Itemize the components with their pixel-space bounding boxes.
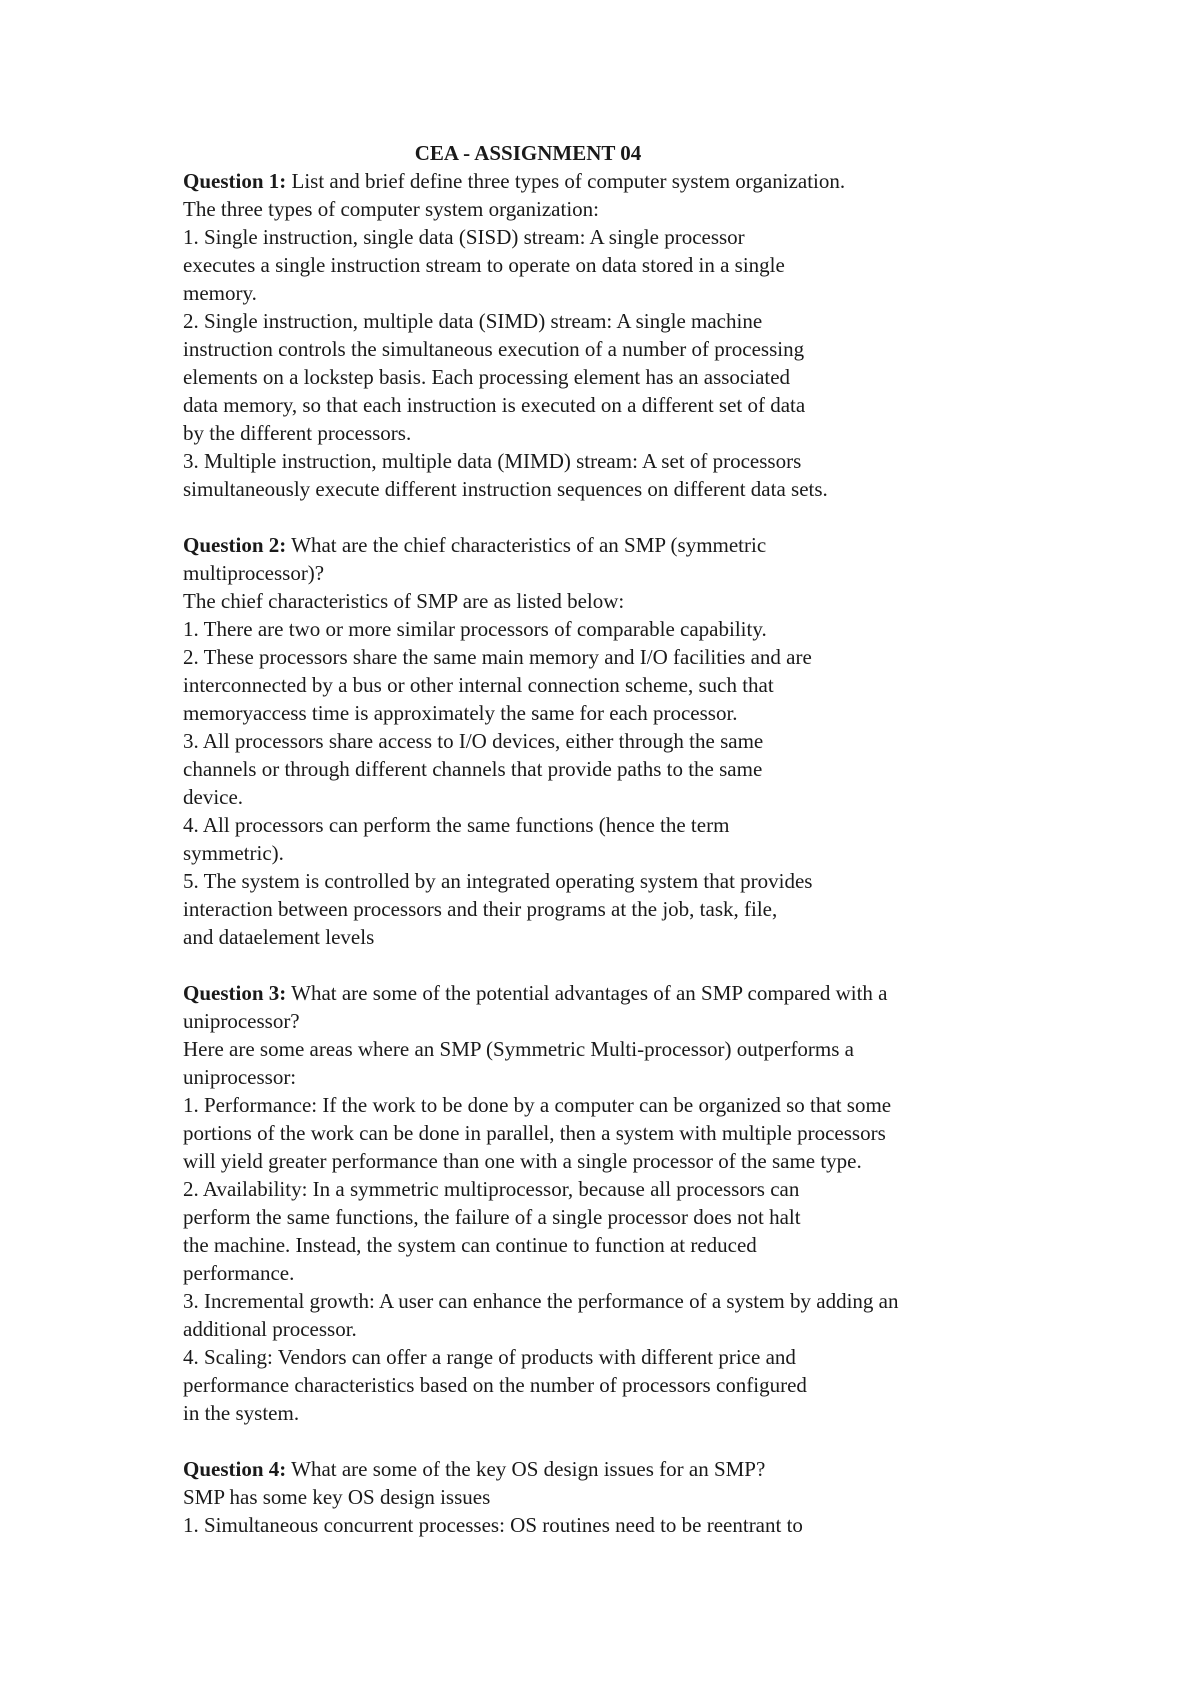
answer-line: 1. Performance: If the work to be done by a computer can be organized so that some	[183, 1093, 892, 1117]
answer-line: instruction controls the simultaneous execution of a number of processing	[183, 337, 805, 361]
question-4-text: What are some of the key OS design issues for an SMP?	[286, 1457, 766, 1481]
answer-line: 2. Availability: In a symmetric multiprocessor, because all processors can	[183, 1177, 800, 1201]
answer-line: data memory, so that each instruction is executed on a different set of data	[183, 393, 806, 417]
answer-line: multiprocessor)?	[183, 561, 325, 585]
answer-line: additional processor.	[183, 1317, 357, 1341]
answer-line: the machine. Instead, the system can continue to function at reduced	[183, 1233, 757, 1257]
answer-line: uniprocessor:	[183, 1065, 297, 1089]
answer-line: elements on a lockstep basis. Each processing element has an associated	[183, 365, 791, 389]
question-3-label: Question 3:	[183, 981, 287, 1005]
answer-line: simultaneously execute different instruction sequences on different data sets.	[183, 477, 828, 501]
answer-line: symmetric).	[183, 841, 284, 865]
answer-line: performance.	[183, 1261, 295, 1285]
question-4-section	[183, 1455, 1063, 1539]
answer-line: performance characteristics based on the number of processors configured	[183, 1373, 807, 1397]
question-4-heading	[183, 1455, 1063, 1483]
answer-line: 3. Multiple instruction, multiple data (MIMD) stream: A set of processors	[183, 449, 802, 473]
answer-line: perform the same functions, the failure of a single processor does not halt	[183, 1205, 801, 1229]
answer-line: device.	[183, 785, 244, 809]
answer-line: The three types of computer system organization:	[183, 197, 599, 221]
question-3-section	[183, 979, 1063, 1427]
question-1-label: Question 1:	[183, 169, 287, 193]
answer-line: 4. Scaling: Vendors can offer a range of products with different price and	[183, 1345, 796, 1369]
answer-line: uniprocessor?	[183, 1009, 300, 1033]
paragraph-gap	[183, 1427, 1063, 1455]
answer-line: 2. These processors share the same main memory and I/O facilities and are	[183, 645, 812, 669]
answer-line: channels or through different channels that provide paths to the same	[183, 757, 763, 781]
answer-line: The chief characteristics of SMP are as listed below:	[183, 589, 625, 613]
question-1-text: List and brief define three types of computer system organization.	[286, 169, 846, 193]
answer-line: 3. All processors share access to I/O devices, either through the same	[183, 729, 764, 753]
answer-line: in the system.	[183, 1401, 300, 1425]
answer-line: memoryaccess time is approximately the same for each processor.	[183, 701, 738, 725]
answer-line: 1. Single instruction, single data (SISD) stream: A single processor	[183, 225, 745, 249]
paragraph-gap	[183, 951, 1063, 979]
answer-line: interconnected by a bus or other internal connection scheme, such that	[183, 673, 774, 697]
answer-line: 1. Simultaneous concurrent processes: OS routines need to be reentrant to	[183, 1513, 803, 1537]
question-2-heading	[183, 531, 1063, 559]
answer-line: 1. There are two or more similar processors of comparable capability.	[183, 617, 767, 641]
answer-line: and dataelement levels	[183, 925, 375, 949]
answer-line: portions of the work can be done in parallel, then a system with multiple processors	[183, 1121, 886, 1145]
answer-line: Here are some areas where an SMP (Symmetric Multi-processor) outperforms a	[183, 1037, 855, 1061]
question-2-text: What are the chief characteristics of an SMP (symmetric	[286, 533, 767, 557]
paragraph-gap	[183, 503, 1063, 531]
document-title: CEA - ASSIGNMENT 04	[414, 141, 642, 165]
document-content	[183, 139, 1063, 1539]
answer-line: 2. Single instruction, multiple data (SIMD) stream: A single machine	[183, 309, 763, 333]
question-3-text: What are some of the potential advantages of an SMP compared with a	[286, 981, 888, 1005]
question-4-label: Question 4:	[183, 1457, 287, 1481]
answer-line: by the different processors.	[183, 421, 412, 445]
answer-line: 3. Incremental growth: A user can enhance the performance of a system by adding an	[183, 1289, 899, 1313]
question-1-heading	[183, 167, 1063, 195]
question-1-section	[183, 167, 1063, 503]
question-2-section	[183, 531, 1063, 951]
answer-line: executes a single instruction stream to operate on data stored in a single	[183, 253, 785, 277]
answer-line: 5. The system is controlled by an integrated operating system that provides	[183, 869, 813, 893]
answer-line: will yield greater performance than one with a single processor of the same type.	[183, 1149, 862, 1173]
answer-line: memory.	[183, 281, 257, 305]
answer-line: interaction between processors and their programs at the job, task, file,	[183, 897, 778, 921]
answer-line: 4. All processors can perform the same functions (hence the term	[183, 813, 730, 837]
question-3-heading	[183, 979, 1063, 1007]
question-2-label: Question 2:	[183, 533, 287, 557]
answer-line: SMP has some key OS design issues	[183, 1485, 491, 1509]
